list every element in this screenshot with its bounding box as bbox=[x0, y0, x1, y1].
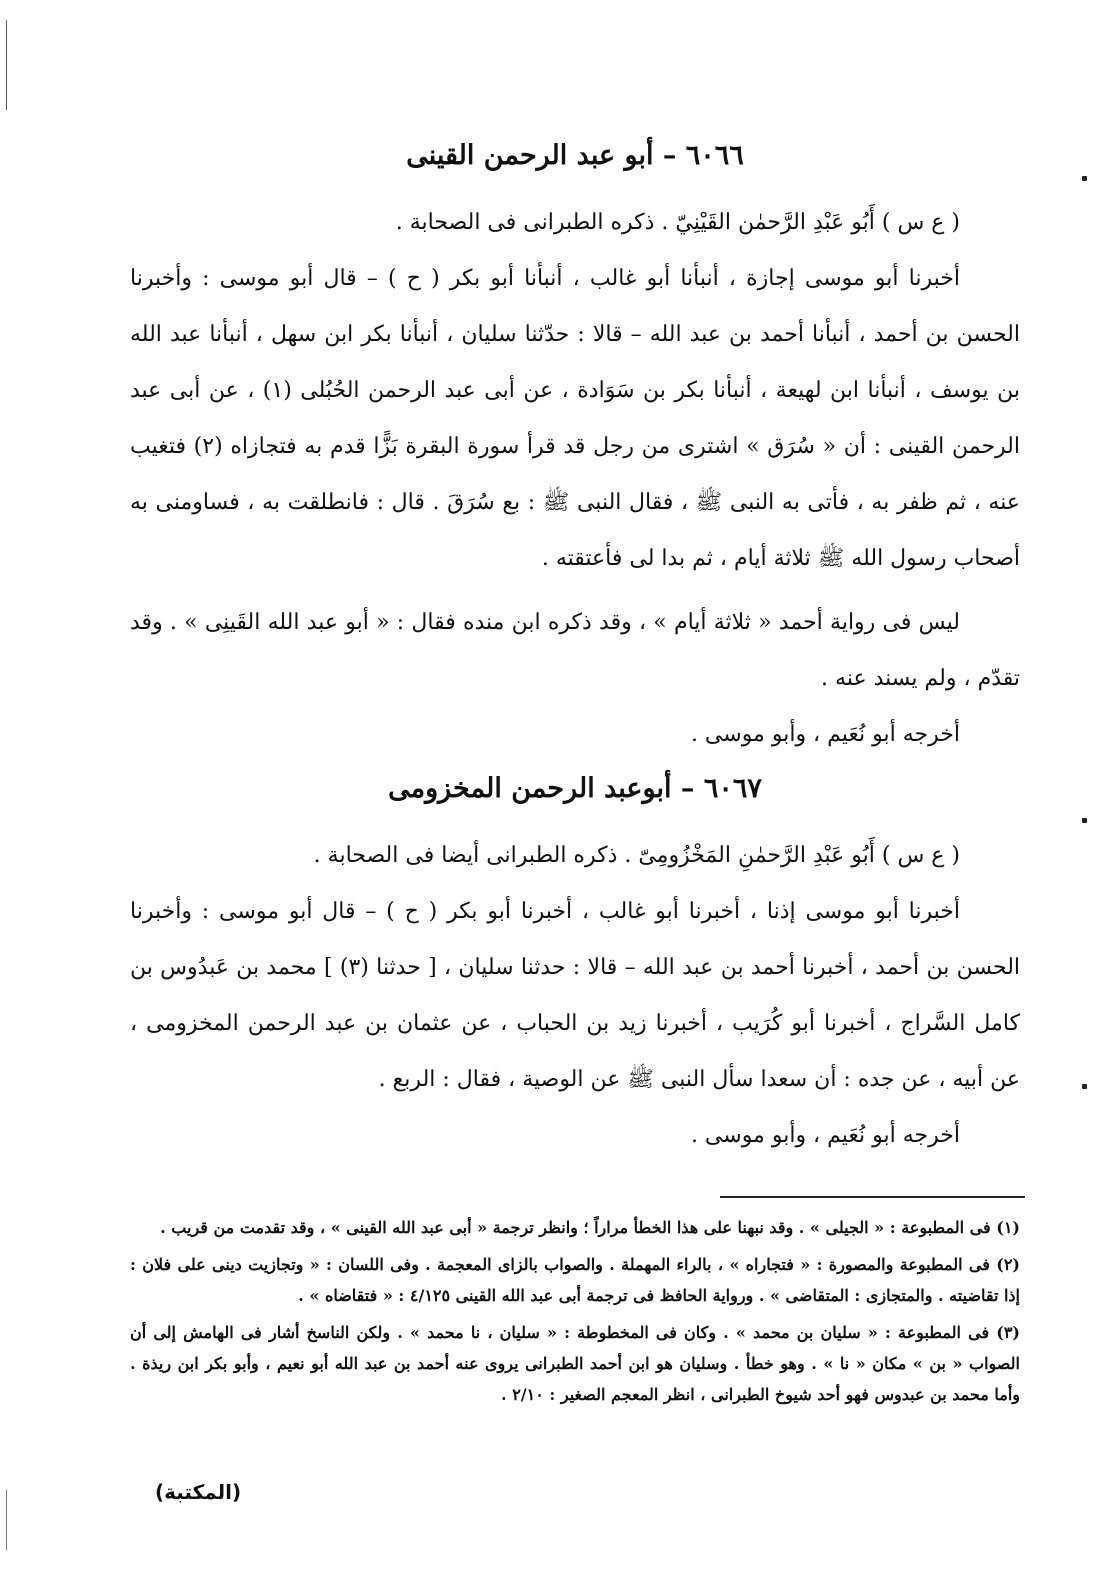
entry-hadith: أخبرنا أبو موسى إجازة ، أنبأنا أبو غالب ، أنبأنا أبو بكر ( ح ) – قال أبو موسى : وأخبرنا الحسن بن أحمد ، أنبأنا أحمد بن عبد الله – قالا : حدّثنا سليان ، أنبأنا بكر ابن سهل ، أنبأنا عبد الله بن يوسف ، أنبأنا ابن لهيعة ، أنبأنا بكر بن سَوَادة ، عن أبى عبد الرحمن الحُبُلى (١) ، عن أبى عبد الرحمن القينى : أن « سُرَق » اشترى من رجل قد قرأ سورة البقرة بَزًّا قدم به فتجازاه (٢) فتغيب عنه ، ثم ظفر به ، فأتى به النبى ﷺ ، فقال النبى ﷺ : بع سُرَقَ . قال : فانطلقت به ، فساومنى به أصحاب رسول الله ﷺ ثلاثة أيام ، ثم بدا لى فأعتقته . bbox=[130, 266, 1020, 572]
scan-speck bbox=[1082, 176, 1087, 181]
page-stamp: (المكتبة) bbox=[155, 1480, 242, 1504]
entry-intro: ( ع س ) أَبُو عَبْدِ الرَّحمٰنِ المَخْزُومِىّ . ذكره الطبرانى أيضا فى الصحابة . bbox=[313, 843, 960, 869]
page-body bbox=[130, 130, 1020, 1164]
entry-closing: أخرجه أبو نُعَيم ، وأبو موسى . bbox=[690, 722, 960, 748]
footnotes bbox=[130, 1212, 1020, 1416]
entry-commentary: ليس فى رواية أحمد « ثلاثة أيام » ، وقد ذكره ابن منده فقال : « أبو عبد الله القَينِى » . وقد تقدّم ، ولم يسند عنه . bbox=[130, 610, 1020, 692]
scan-speck bbox=[1082, 1084, 1087, 1089]
footnote: (٢) فى المطبوعة والمصورة : « فتجاراه » ، بالراء المهملة . والصواب بالزاى المعجمة . وفى اللسان : « وتجازيت دينى على فلان : إذا تقاضيته . والمتجازى : المتقاضى » . ورواية الحافظ فى ترجمة أبى عبد الله القينى ٤/١٢٥ : « فتقاضاه » . bbox=[130, 1255, 1020, 1305]
entry-closing: أخرجه أبو نُعَيم ، وأبو موسى . bbox=[690, 1123, 960, 1149]
entry-hadith: أخبرنا أبو موسى إذنا ، أخبرنا أبو غالب ، أخبرنا أبو بكر ( ح ) – قال أبو موسى : وأخبرنا الحسن بن أحمد ، أخبرنا أحمد بن عبد الله – قالا : حدثنا سليان ، [ حدثنا (٣) ] محمد بن عَبدُوس بن كامل السَّراج ، أخبرنا أبو كُرَيب ، أخبرنا زيد بن الحباب ، عن عثمان بن عبد الرحمن المخزومى ، عن أبيه ، عن جده : أن سعدا سأل النبى ﷺ عن الوصية ، فقال : الربع . bbox=[130, 899, 1021, 1093]
footnote-divider bbox=[720, 1196, 1025, 1198]
scan-speck bbox=[1082, 818, 1087, 823]
entry-intro: ( ع س ) أَبُو عَبْدِ الرَّحمٰن القَيْنِيّ . ذكره الطبرانى فى الصحابة . bbox=[395, 210, 960, 236]
scan-margin-line bbox=[6, 20, 7, 110]
scan-margin-line-bottom bbox=[6, 1490, 7, 1550]
entry-title: ٦٠٦٦ – أبو عبد الرحمن القينى bbox=[406, 140, 744, 171]
footnote: (١) فى المطبوعة : « الجيلى » . وقد نبهنا على هذا الخطأ مراراً ؛ وانظر ترجمة « أبى عبد الله القينى » ، وقد تقدمت من قريب . bbox=[160, 1218, 1020, 1237]
footnote: (٣) فى المطبوعة : « سليان بن محمد » . وكان فى المخطوطة : « سليان ، نا محمد » . ولكن الناسخ أشار فى الهامش إلى أن الصواب « بن » مكان « نا » . وهو خطأ . وسليان هو ابن أحمد الطبرانى يروى عنه أحمد بن عبد الله أبو نعيم ، وأبو بكر ابن ريذة . وأما محمد بن عبدوس فهو أحد شيوخ الطبرانى ، انظر المعجم الصغير : ٢/١٠ . bbox=[130, 1323, 1020, 1404]
entry-title: ٦٠٦٧ – أبوعبد الرحمن المخزومى bbox=[388, 773, 762, 805]
